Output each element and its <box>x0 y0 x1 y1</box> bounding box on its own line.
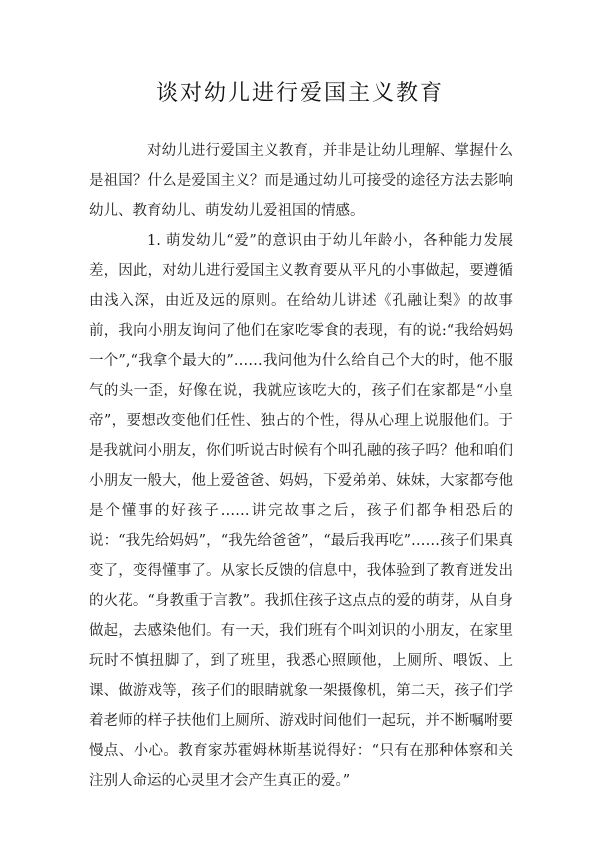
paragraph-section-1: 1. 萌发幼儿“爱”的意识由于幼儿年龄小，各种能力发展差，因此，对幼儿进行爱国主义教育要从平凡的小事做起，要遵循由浅入深，由近及远的原则。在给幼儿讲述《孔融让梨》的故事前，我向小朋友询问了他们在家吃零食的表现，有的说:“我给妈妈一个”,“我拿个最大的”……我问他为什么给自己个大的时，他不服气的头一歪，好像在说，我就应该吃大的，孩子们在家都是“小皇帝”，要想改变他们任性、独占的个性，得从心理上说服他们。于是我就问小朋友，你们听说古时候有个叫孔融的孩子吗？他和咱们小朋友一般大，他上爱爸爸、妈妈，下爱弟弟、妹妹，大家都夸他是个懂事的好孩子……讲完故事之后，孩子们都争相恐后的说：“我先给妈妈”，“我先给爸爸”，“最后我再吃”……孩子们果真变了，变得懂事了。从家长反馈的信息中，我体验到了教育迸发出的火花。“身教重于言教”。我抓住孩子这点点的爱的萌芽，从自身做起，去感染他们。有一天，我们班有个叫刘识的小朋友，在家里玩时不慎扭脚了，到了班里，我悉心照顾他，上厕所、喂饭、上课、做游戏等，孩子们的眼睛就象一架摄像机，第二天，孩子们学着老师的样子扶他们上厕所、游戏时间他们一起玩，并不断嘱咐要慢点、小心。教育家苏霍姆林斯基说得好：“只有在那种体察和关注别人命运的心灵里才会产生真正的爱。” <box>89 233 513 789</box>
document-title: 谈对幼儿进行爱国主义教育 <box>155 81 444 106</box>
paragraph-intro: 对幼儿进行爱国主义教育，并非是让幼儿理解、掌握什么是祖国？什么是爱国主义？而是通过幼儿可接受的途径方法去影响幼儿、教育幼儿、萌发幼儿爱祖国的情感。 <box>89 143 513 219</box>
